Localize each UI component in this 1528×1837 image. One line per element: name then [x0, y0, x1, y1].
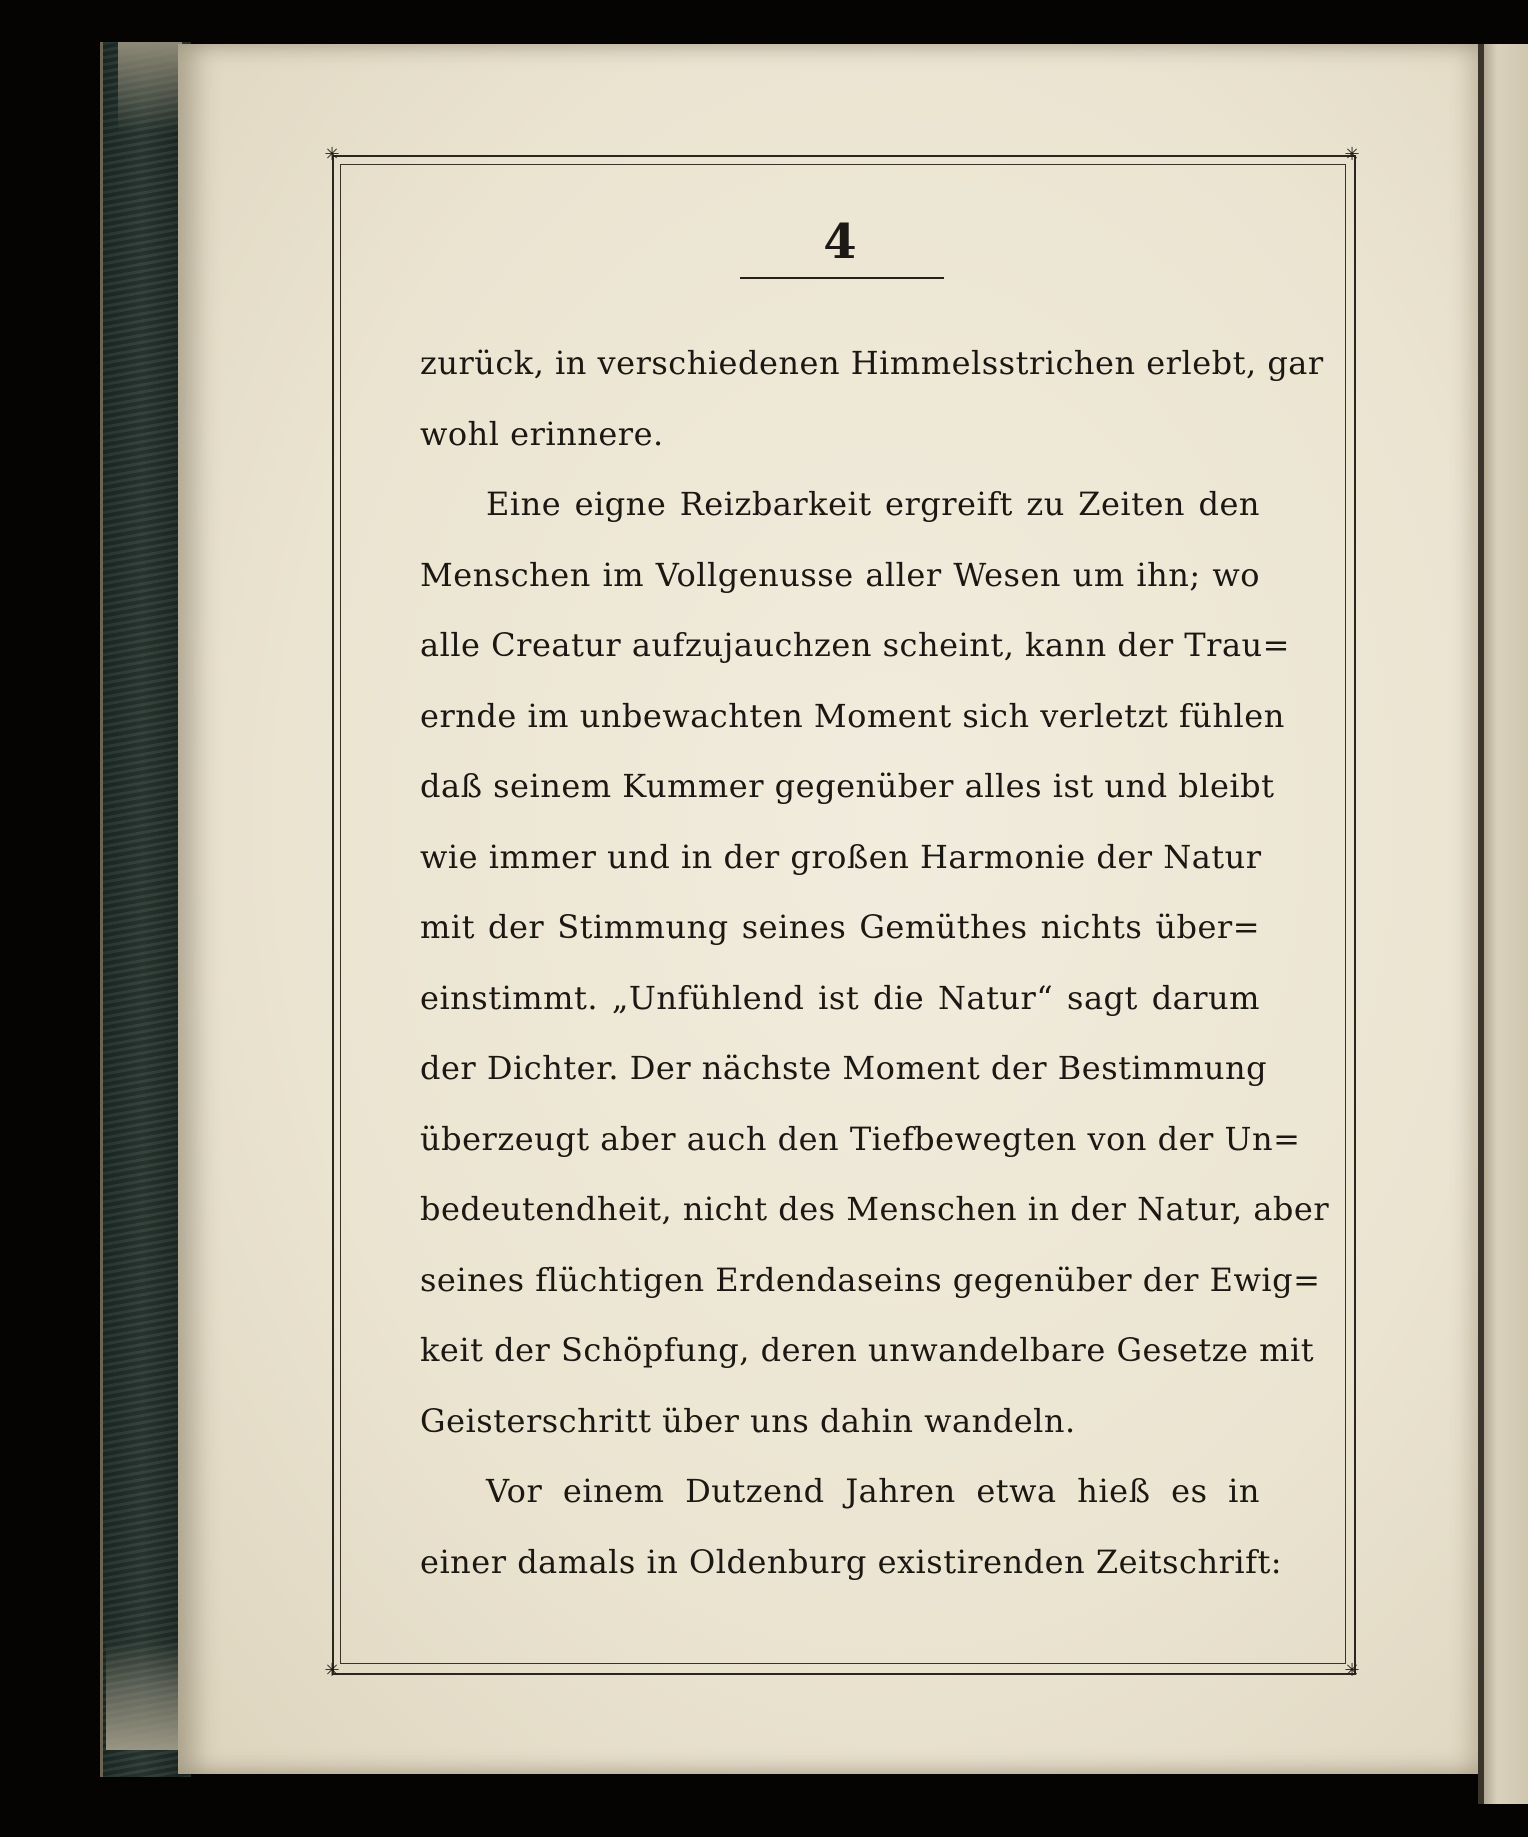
page-number-rule: [740, 277, 944, 279]
page-gutter-shadow: [1478, 44, 1484, 1804]
text-line: Menschen im Vollgenusse aller Wesen um ihn; wo: [420, 555, 1260, 594]
text-line: alle Creatur aufzujauchzen scheint, kann der Trau=: [420, 626, 1290, 664]
text-line: Vor einem Dutzend Jahren etwa hieß es in: [486, 1472, 1260, 1510]
text-line: einer damals in Oldenburg existirenden Zeitschrift:: [420, 1542, 1283, 1581]
text-line: keit der Schöpfung, deren unwandelbare Gesetze mit: [420, 1331, 1315, 1369]
text-line: der Dichter. Der nächste Moment der Bestimmung: [420, 1049, 1268, 1087]
text-line: seines flüchtigen Erdendaseins gegenüber der Ewig=: [420, 1260, 1321, 1299]
body-text: [420, 328, 1330, 1597]
page-number: 4: [823, 214, 857, 270]
text-line: überzeugt aber auch den Tiefbewegten von der Un=: [420, 1119, 1301, 1158]
corner-ornament-icon: ✳: [1344, 144, 1360, 165]
text-line: einstimmt. „Unfühlend ist die Natur“ sagt darum: [420, 978, 1260, 1017]
text-line: Eine eigne Reizbarkeit ergreift zu Zeiten den: [486, 485, 1260, 523]
text-line: zurück, in verschiedenen Himmelsstrichen erlebt, gar: [420, 344, 1324, 382]
corner-ornament-icon: ✳: [1344, 1660, 1360, 1681]
next-page-edge: [1478, 44, 1528, 1804]
text-line: wohl erinnere.: [420, 414, 664, 453]
corner-ornament-icon: ✳: [324, 144, 340, 165]
text-line: wie immer und in der großen Harmonie der Natur: [420, 837, 1262, 876]
text-line: daß seinem Kummer gegenüber alles ist und bleibt: [420, 767, 1275, 805]
corner-ornament-icon: ✳: [324, 1660, 340, 1681]
text-line: Geisterschritt über uns dahin wandeln.: [420, 1401, 1076, 1440]
text-line: bedeutendheit, nicht des Menschen in der Natur, aber: [420, 1190, 1330, 1228]
text-line: mit der Stimmung seines Gemüthes nichts über=: [420, 908, 1260, 946]
spine-fray-bottom: [106, 1640, 184, 1750]
spine-fray-top: [118, 42, 182, 132]
text-line: ernde im unbewachten Moment sich verletzt fühlen: [420, 696, 1285, 735]
